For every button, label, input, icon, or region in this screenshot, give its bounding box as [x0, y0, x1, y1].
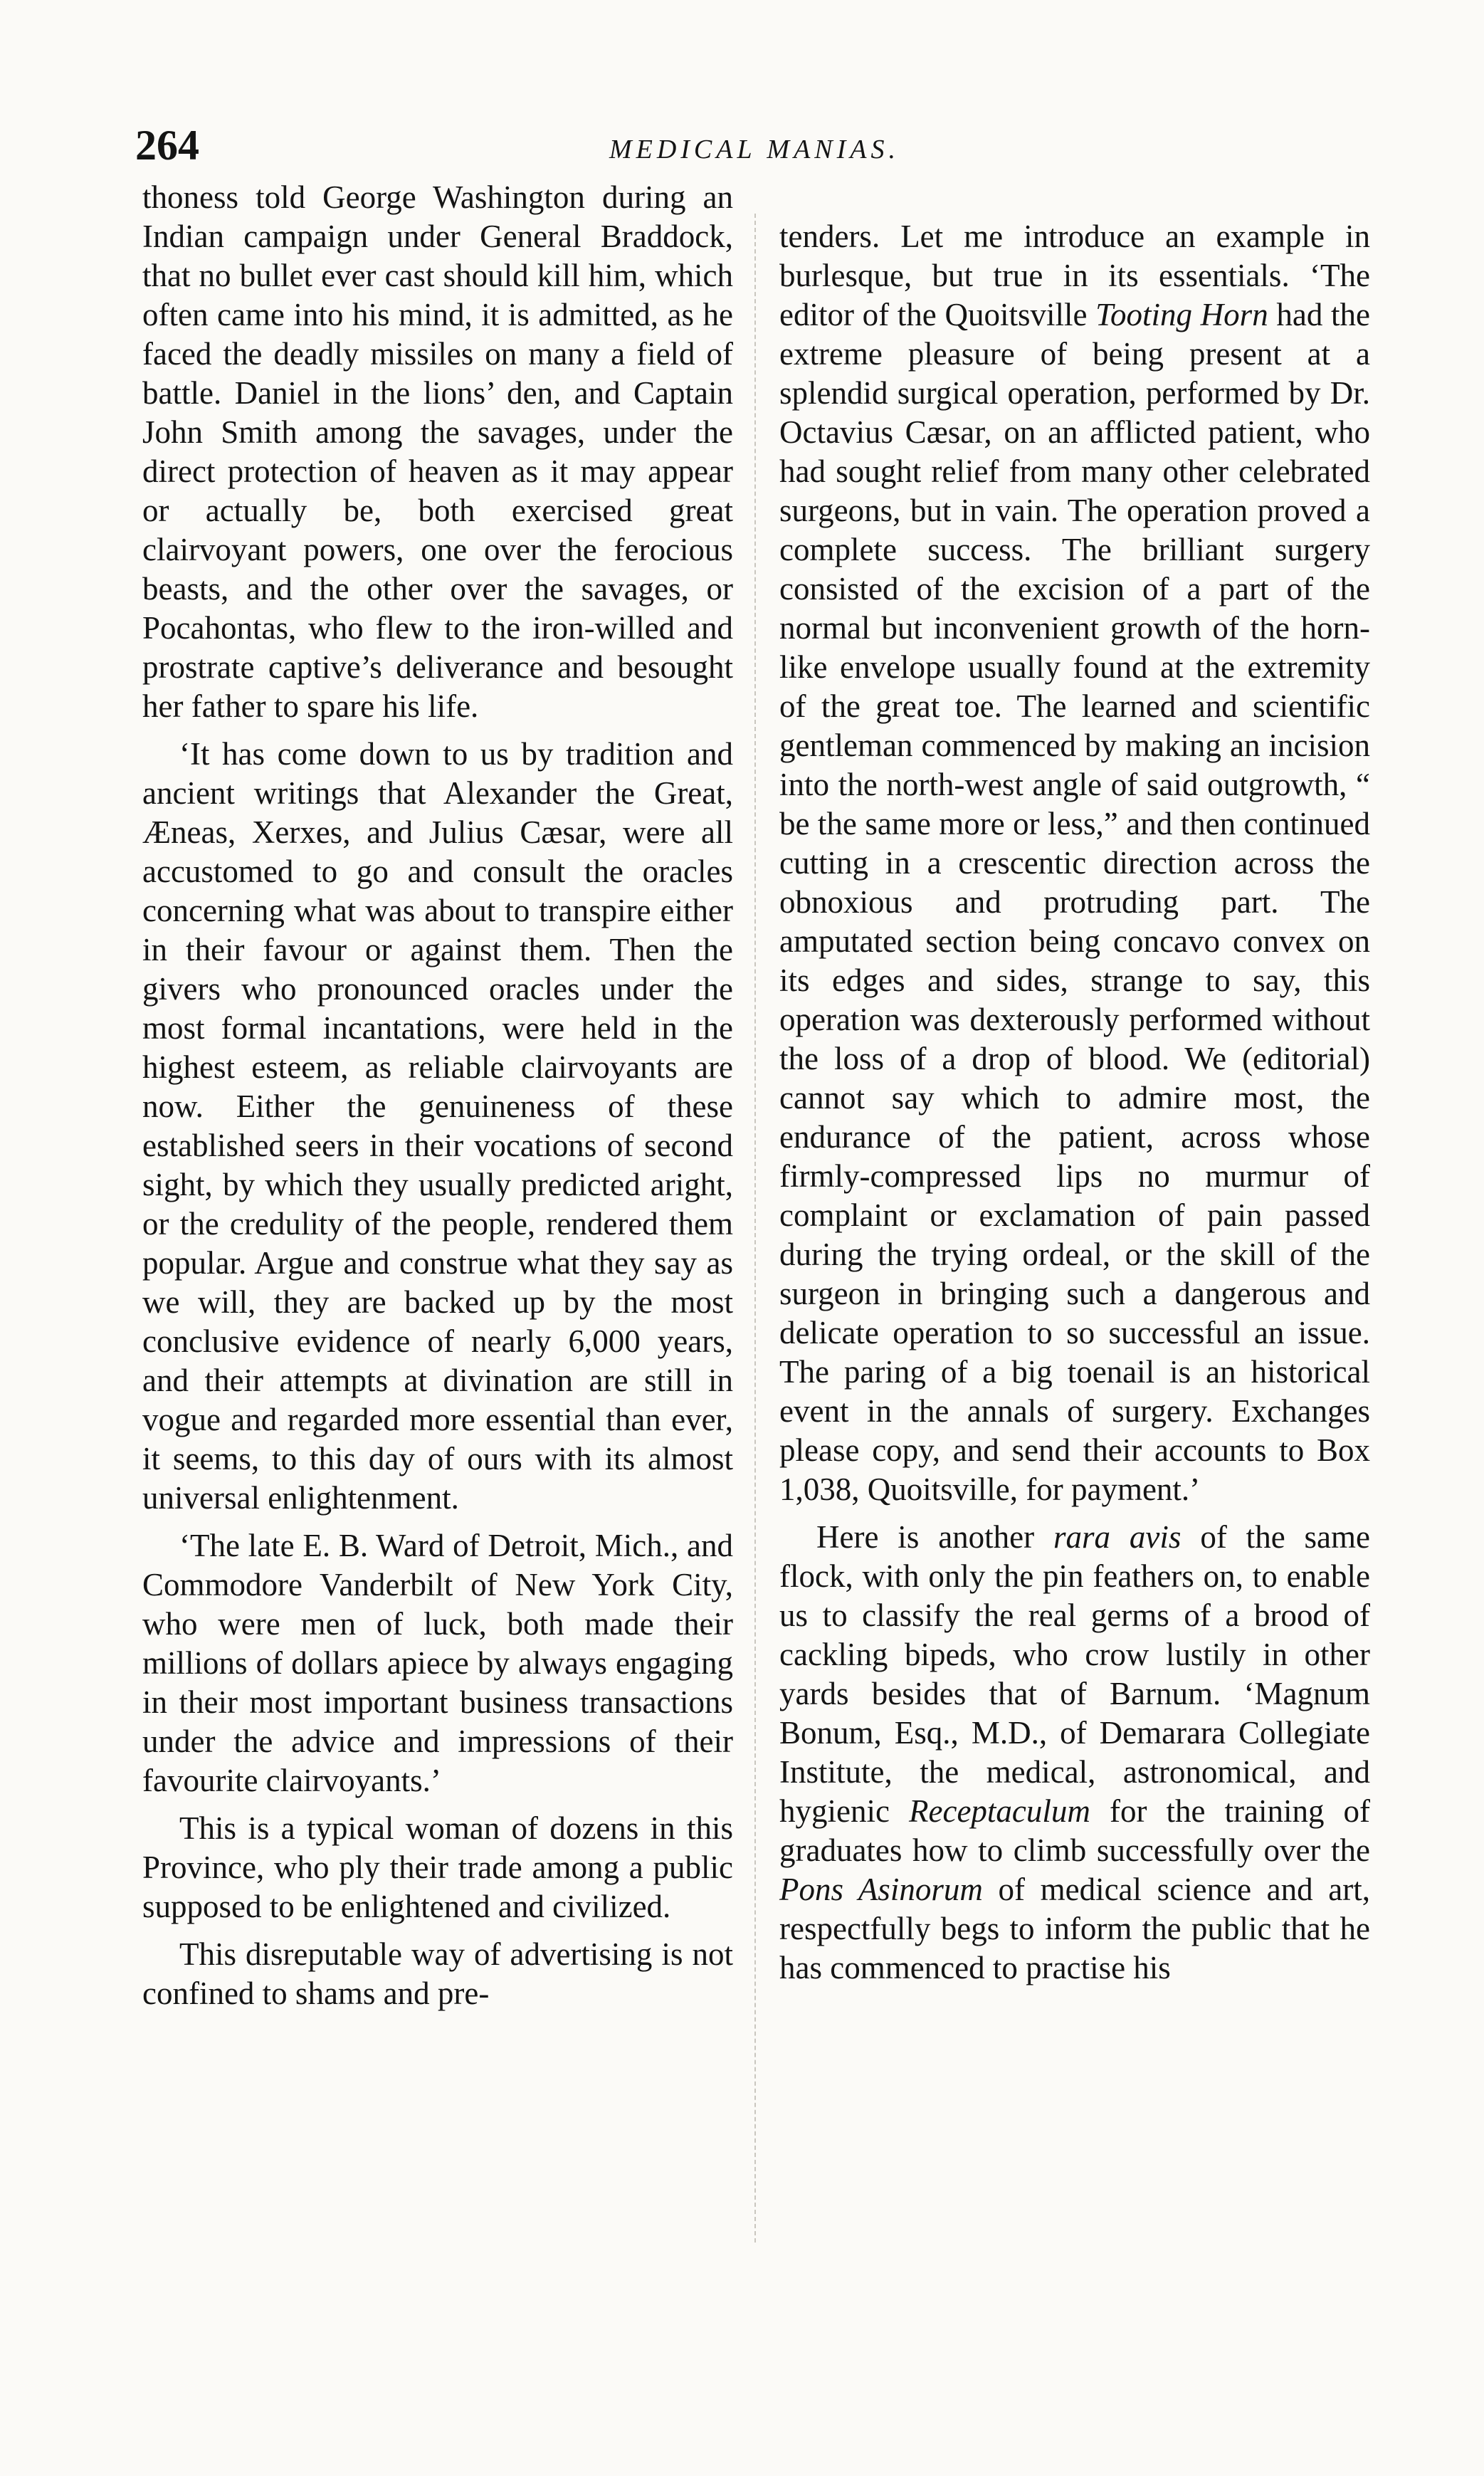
left-paragraph-1: thoness told George Washington during an Indian campaign under General Braddock, that no bullet ever cast should kill him, which often came into his mind, it is admitted, as he faced the deadly missiles on many a field of battle. Daniel in the lions’ den, and Captain John Smith among the savages, under the direct protection of heaven as it may appear or actually be, both exercised great clairvoyant powers, one over the ferocious beasts, and the other over the savages, or Pocahontas, who flew to the iron-willed and prostrate captive’s deliverance and besought her father to spare his life. — [142, 179, 733, 724]
text-run: had the extreme pleasure of being present at a splendid surgical operation, performed by Dr. Octavius Cæsar, on an afflicted patient, who had sought relief from many other celebrated surgeons, but in vain. The operation proved a complete success. The brilliant surgery consisted of the excision of a part of the normal but inconvenient growth of the horn-like envelope usually found at the extremity of the great toe. The learned and scientific gentleman commenced by making an incision into the north-west angle of said outgrowth, “ be the same more or less,” and then continued cutting in a crescentic direction across the obnoxious and protruding part. The amputated section being concavo convex on its edges and sides, strange to say, this operation was dexterously performed without the loss of a drop of blood. We (editorial) cannot say which to admire most, the endurance of the patient, across whose firmly-compressed lips no murmur of complaint or exclamation of pain passed during the trying ordeal, or the skill of the surgeon in bringing such a dangerous and delicate operation to so successful an issue. The paring of a big toenail is an historical event in the annals of surgery. Exchanges please copy, and send their accounts to Box 1,038, Quoitsville, for payment.’ — [779, 297, 1370, 1507]
left-paragraph-3: ‘The late E. B. Ward of Detroit, Mich., and Commodore Vanderbilt of New York City, who were men of luck, both made their millions of dollars apiece by always engaging in their most important business transactions under the advice and impressions of their favourite clairvoyants.’ — [142, 1528, 733, 1798]
italic-phrase: Receptaculum — [909, 1793, 1090, 1829]
page-number: 264 — [135, 122, 199, 169]
right-paragraph-2 — [779, 1518, 1370, 1988]
left-paragraph-2: ‘It has come down to us by tradition and ancient writings that Alexander the Great, Æneas, Xerxes, and Julius Cæsar, were all accustomed to go and consult the oracles concerning what was about to transpire either in their favour or against them. Then the givers who pronounced oracles under the most formal incantations, were held in the highest esteem, as reliable clairvoyants are now. Either the genuineness of these established seers in their vocations of second sight, by which they usually predicted aright, or the credulity of the people, rendered them popular. Argue and construe what they say as we will, they are backed up by the most conclusive evidence of nearly 6,000 years, and their attempts at divination are still in vogue and regarded more essential than ever, it seems, to this day of ours with its almost universal enlightenment. — [142, 736, 733, 1516]
italic-title: Tooting Horn — [1095, 297, 1268, 332]
italic-phrase: Pons Asinorum — [779, 1872, 983, 1907]
running-head: MEDICAL MANIAS. — [609, 135, 900, 164]
left-paragraph-4: This is a typical woman of dozens in this Province, who ply their trade among a public supposed to be enlightened and civilized. — [142, 1810, 733, 1924]
text-run: of the same flock, with only the pin feathers on, to enable us to classify the real germs of a brood of cackling bipeds, who crow lustily in other yards besides that of Barnum. ‘Magnum Bonum, Esq., M.D., of Demarara Collegiate Institute, the medical, astronomical, and hygienic — [779, 1519, 1371, 1829]
page-header — [135, 114, 1374, 171]
column-divider — [754, 214, 756, 2242]
right-column — [779, 217, 1370, 1996]
right-paragraph-1 — [779, 217, 1370, 1509]
text-run: of medical science and art, respectfully begs to inform the public that he has commenced to practise his — [779, 1872, 1370, 1985]
italic-phrase: rara avis — [1053, 1519, 1182, 1555]
left-paragraph-5: This disreputable way of advertising is not confined to shams and pre- — [142, 1936, 733, 2011]
text-run: tenders. Let me introduce an example in burlesque, but true in its essentials. ‘The editor of the Quoitsville — [779, 219, 1370, 332]
left-column — [142, 178, 733, 2022]
text-run: Here is another — [816, 1519, 1054, 1555]
text-run: for the training of graduates how to climb successfully over the — [779, 1793, 1371, 1868]
